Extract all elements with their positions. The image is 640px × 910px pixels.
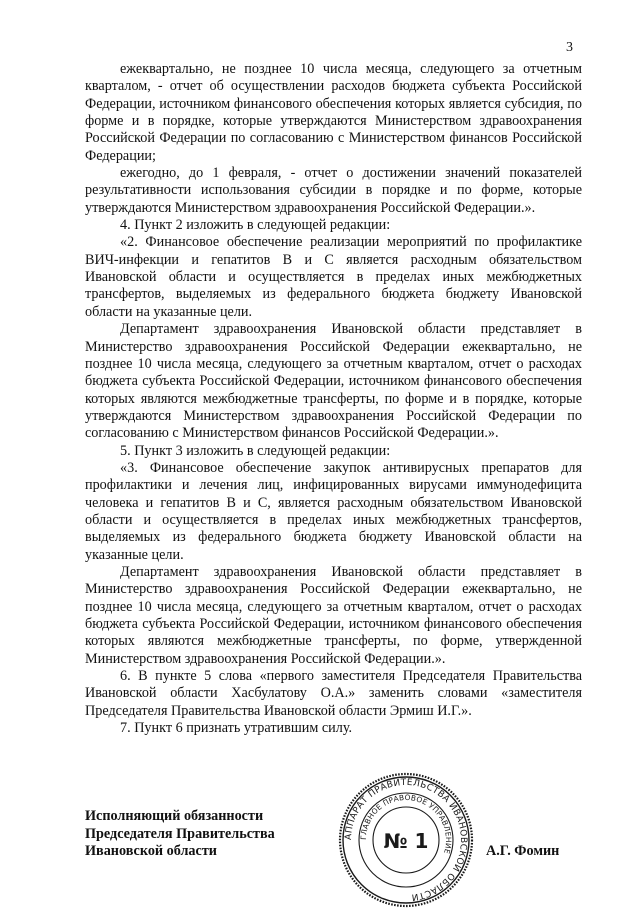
signatory-position-line-3: Ивановской области	[85, 843, 217, 859]
paragraph-item-7: 7. Пункт 6 признать утратившим силу.	[120, 720, 353, 737]
paragraph-annual-report: ежегодно, до 1 февраля, - отчет о достижении значений показателей результативности использования субсидии в порядке и по форме, которые утверждаются Министерством здравоохранения Российской Федерации.».	[85, 165, 582, 216]
seal-number: № 1	[383, 829, 429, 853]
paragraph-quarterly-report: ежеквартально, не позднее 10 числа месяца, следующего за отчетным кварталом, - отчет об осуществлении расходов бюджета субъекта Российской Федерации, источником финансового обеспечения которых является субсидия, по форме и в порядке, которые утверждаются Министерством здравоохранения Российской Федерации по согласованию с Министерством финансов Российской Федерации;	[85, 61, 582, 164]
paragraph-department-report-2: Департамент здравоохранения Ивановской области представляет в Министерство здравоохранения Российской Федерации ежеквартально, не позднее 10 числа месяца, следующего за отчетным кварталом, отчет о расходах бюджета субъекта Российской Федерации, источником финансового обеспечения которых являются межбюджетные трансферты, по форме, утвержденной Министерством здравоохранения Российской Федерации.».	[85, 563, 582, 667]
signatory-position-line-1: Исполняющий обязанности	[85, 808, 264, 824]
paragraph-clause-2: «2. Финансовое обеспечение реализации мероприятий по профилактике ВИЧ-инфекции и гепатитов В и С является расходным обязательством Ивановской области и осуществляется в пределах иных межбюджетных трансфертов, выделяемых из федерального бюджета бюджету Ивановской области на указанные цели.	[85, 234, 582, 320]
signature-block	[85, 808, 275, 861]
signatory-name: А.Г. Фомин	[486, 843, 560, 859]
seal-inner-text: ГЛАВНОЕ ПРАВОВОЕ УПРАВЛЕНИЕ	[358, 792, 454, 855]
seal-outer-text: АППАРАТ ПРАВИТЕЛЬСТВА ИВАНОВСКОЙ ОБЛАСТИ	[343, 777, 469, 902]
paragraph-item-6: 6. В пункте 5 слова «первого заместителя Председателя Правительства Ивановской области Хасбулатову О.А.» заменить словами «заместителя Председателя Правительства Ивановской области Эрмиш И.Г.».	[85, 668, 582, 719]
paragraph-item-4: 4. Пункт 2 изложить в следующей редакции:	[120, 217, 391, 234]
page-number: 3	[566, 40, 573, 55]
signatory-position-line-2: Председателя Правительства	[85, 825, 275, 842]
paragraph-department-report-1: Департамент здравоохранения Ивановской области представляет в Министерство здравоохранения Российской Федерации ежеквартально, не позднее 10 числа месяца, следующего за отчетным кварталом, отчет о расходах бюджета субъекта Российской Федерации, источником финансового обеспечения которых являются межбюджетные трансферты, по форме и в порядке, которые утверждаются Министерством здравоохранения Российской Федерации по согласованию с Министерством финансов Российской Федерации.».	[85, 321, 582, 442]
official-seal-stamp	[336, 770, 476, 910]
document-body	[85, 61, 582, 737]
paragraph-item-5: 5. Пункт 3 изложить в следующей редакции:	[120, 442, 391, 459]
paragraph-clause-3: «3. Финансовое обеспечение закупок антивирусных препаратов для профилактики и лечения лиц, инфицированных вирусами иммунодефицита человека и гепатитов В и С, является расходным обязательством Ивановской области и осуществляется в пределах иных межбюджетных трансфертов, выделяемых из федерального бюджета бюджету Ивановской области на указанные цели.	[85, 459, 582, 563]
